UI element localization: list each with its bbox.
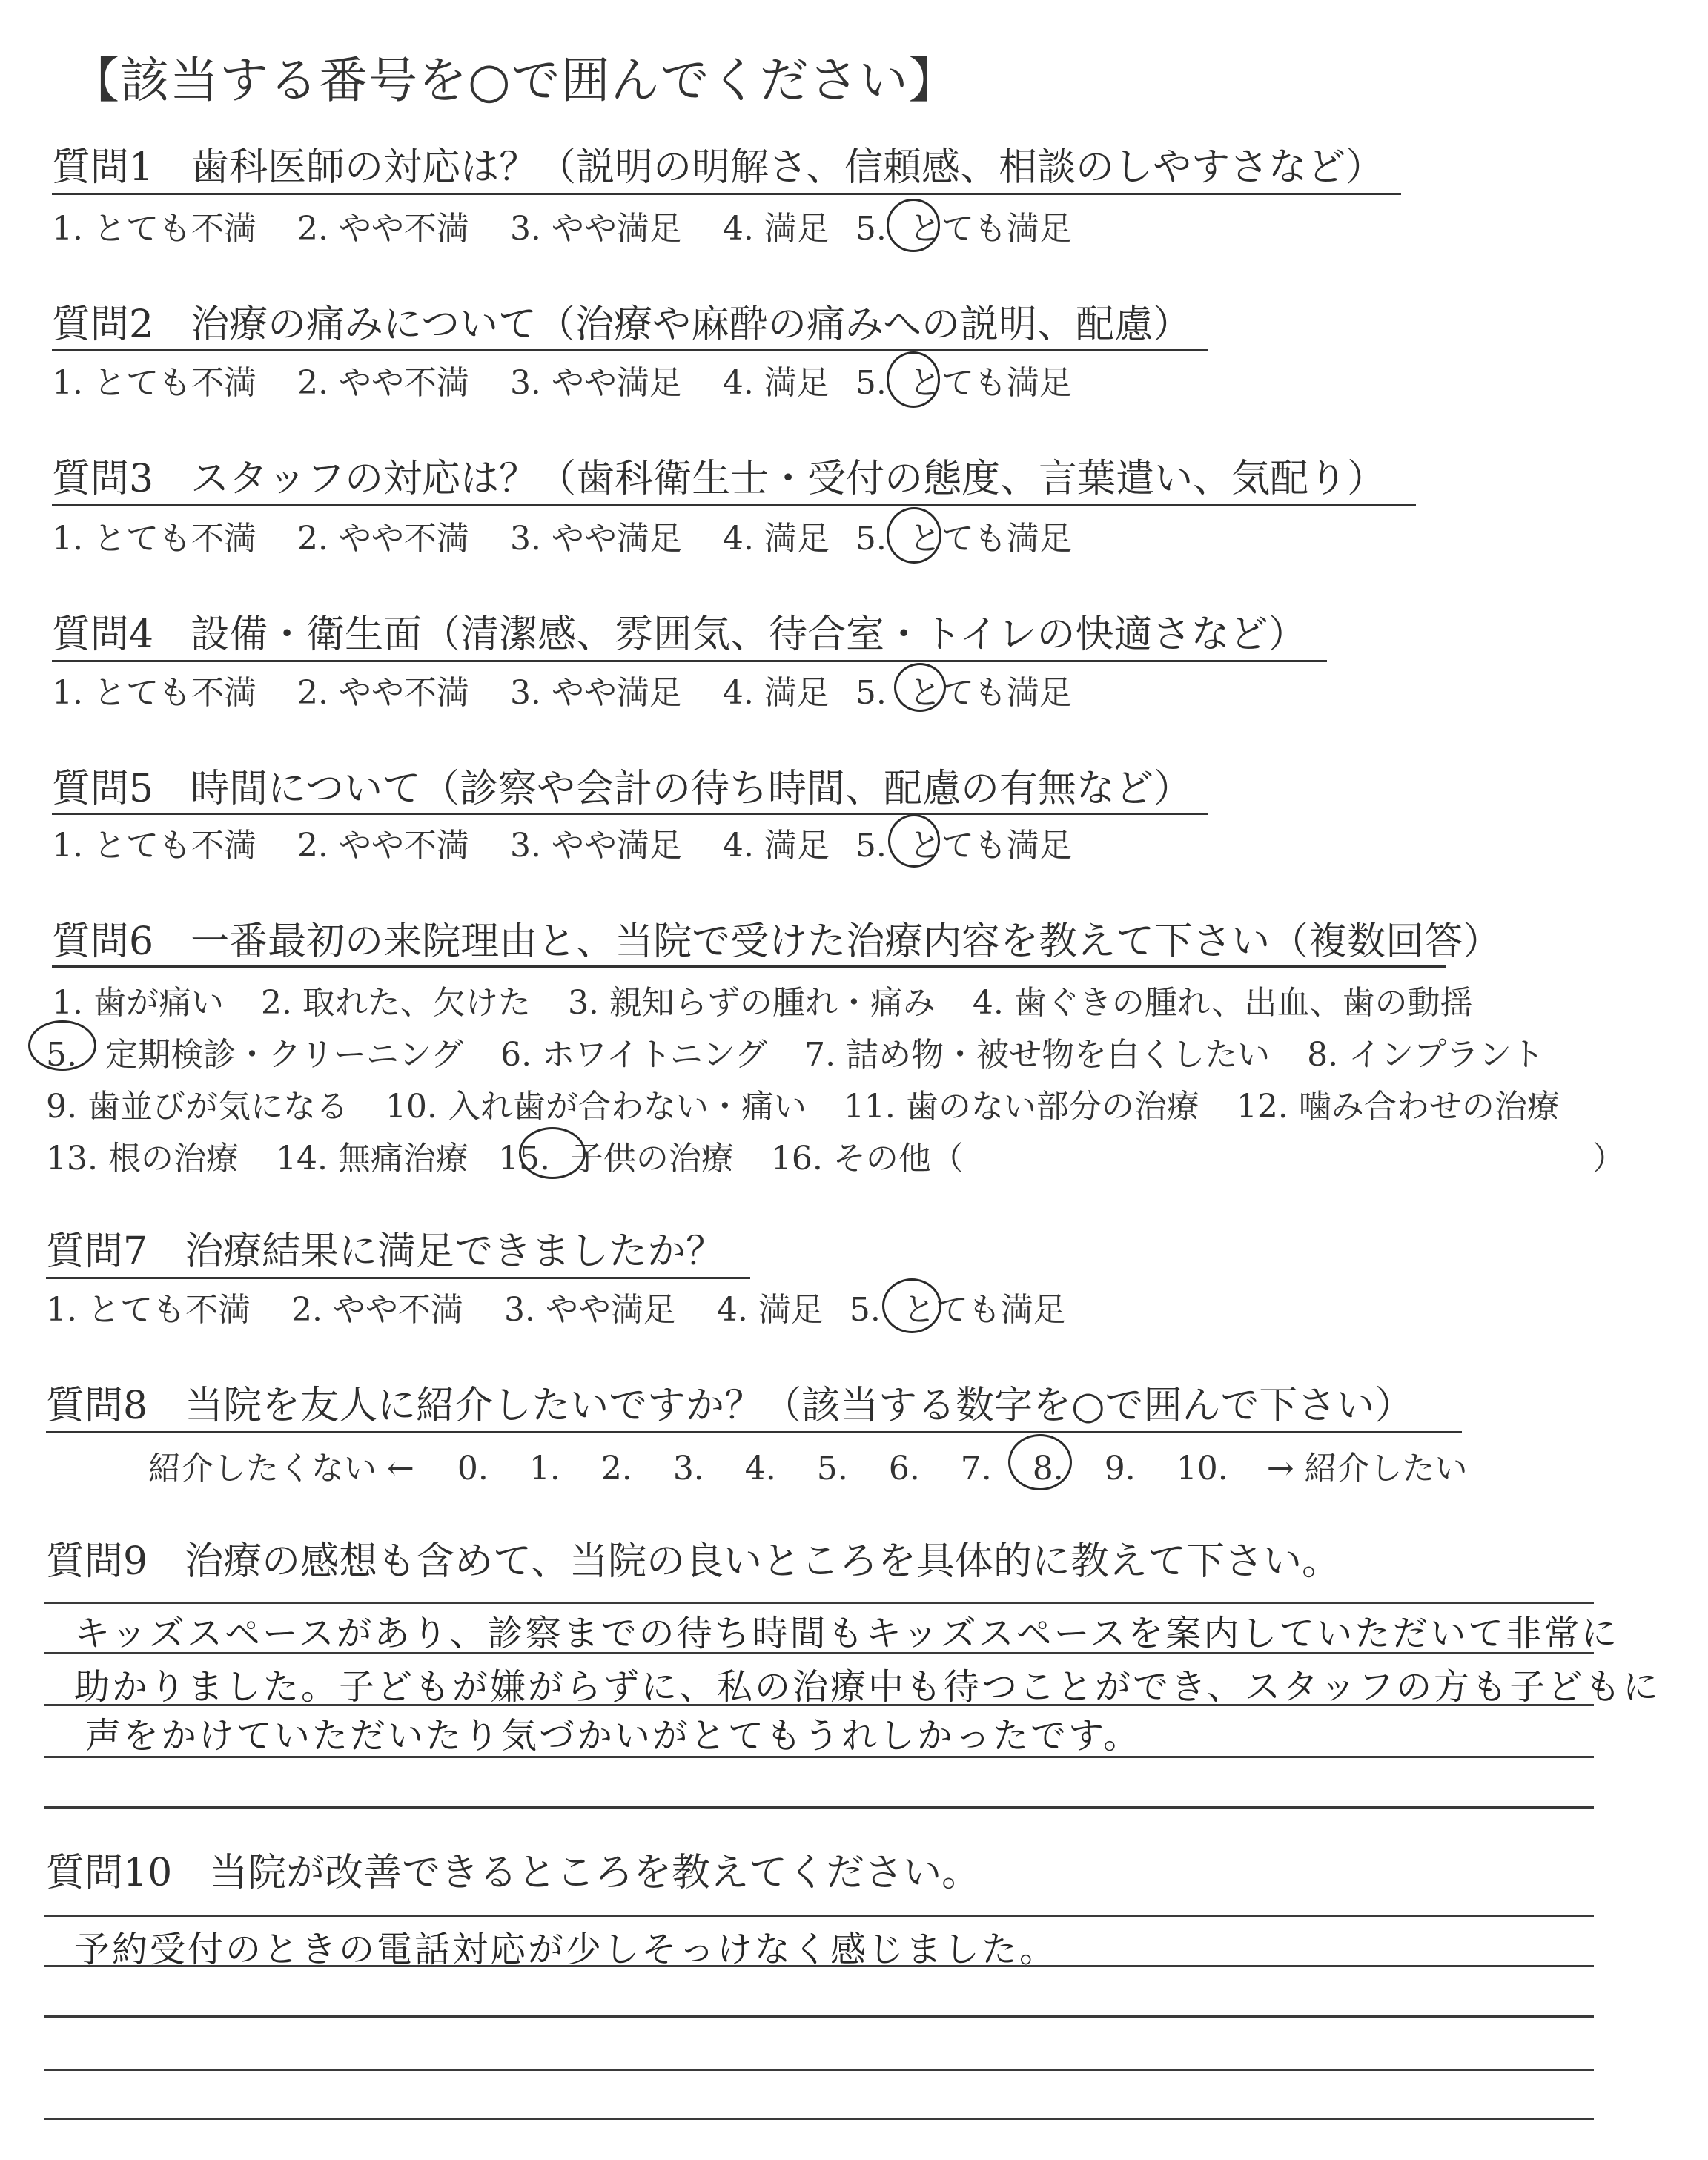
question-4-label: 質問4	[52, 612, 154, 657]
q6-row-4	[46, 1132, 964, 1179]
q5-option-3[interactable]: 3. やや満足	[509, 827, 682, 865]
q6-option-2[interactable]: 2. 取れた、欠けた	[260, 984, 531, 1022]
q8-number-3[interactable]: 3.	[672, 1450, 704, 1487]
q6-row-1	[52, 976, 1473, 1023]
question-5-text: 時間について（診察や会計の待ち時間、配慮の有無など）	[191, 767, 1193, 811]
question-2	[52, 303, 1191, 347]
q1-option-4[interactable]: 4. 満足	[722, 210, 830, 248]
question-8-text: 当院を友人に紹介したいですか？（該当する数字を○で囲んで下さい）	[185, 1384, 1414, 1428]
form-title: 【該当する番号を○で囲んでください】	[70, 52, 959, 109]
q8-number-5[interactable]: 5.	[816, 1450, 848, 1487]
question-8	[46, 1384, 1413, 1428]
q9-answer-text-3[interactable]: 声をかけていただいたり気づかいがとてもうれしかったです。	[85, 1715, 1142, 1757]
q6-option-7[interactable]: 7. 詰め物・被せ物を白くしたい	[804, 1036, 1271, 1074]
q6-option-5-label[interactable]: 定期検診・クリーニング	[105, 1036, 464, 1074]
question-7-text: 治療結果に満足できましたか？	[185, 1229, 725, 1274]
q6-option-13[interactable]: 13. 根の治療	[46, 1140, 239, 1178]
question-6-underline	[52, 965, 1446, 968]
q6-option-1[interactable]: 1. 歯が痛い	[52, 984, 224, 1022]
q3-selection-circle	[887, 507, 941, 564]
q6-option-16[interactable]: 16. その他（	[770, 1140, 964, 1178]
question-7	[46, 1229, 724, 1274]
q6-option-3[interactable]: 3. 親知らずの腫れ・痛み	[567, 984, 936, 1022]
q5-selection-circle	[888, 814, 940, 868]
q9-answer-line-5	[44, 1806, 1594, 1809]
question-5	[52, 767, 1192, 811]
q3-option-4[interactable]: 4. 満足	[722, 520, 830, 558]
q8-number-0[interactable]: 0.	[457, 1450, 489, 1487]
q8-number-8-selected[interactable]: 8.	[1032, 1450, 1064, 1487]
q8-left-label: 紹介したくない ←	[148, 1450, 414, 1487]
q1-option-3[interactable]: 3. やや満足	[509, 210, 682, 248]
question-3-underline	[52, 504, 1416, 506]
question-2-label: 質問2	[52, 303, 154, 347]
q9-answer-text-1[interactable]: キッズスペースがあり、診察までの待ち時間もキッズスペースを案内していただいて非常に	[74, 1613, 1620, 1654]
question-1-underline	[52, 193, 1401, 195]
question-3	[52, 457, 1386, 501]
q4-option-1[interactable]: 1. とても不満	[52, 674, 256, 712]
q2-option-5-label[interactable]: とても満足	[908, 364, 1072, 402]
question-4-underline	[52, 660, 1327, 662]
q6-selection-circle-15	[519, 1127, 586, 1179]
question-3-label: 質問3	[52, 457, 154, 501]
q7-option-1[interactable]: 1. とても不満	[46, 1291, 251, 1329]
q3-option-5-selected[interactable]: 5.	[855, 520, 887, 558]
q8-number-10[interactable]: 10.	[1176, 1450, 1228, 1487]
q1-option-5-label[interactable]: とても満足	[908, 210, 1072, 248]
q8-number-7[interactable]: 7.	[960, 1450, 992, 1487]
question-6	[52, 919, 1501, 964]
question-2-underline	[52, 349, 1208, 351]
q5-option-1[interactable]: 1. とても不満	[52, 827, 256, 865]
q2-option-1[interactable]: 1. とても不満	[52, 364, 256, 402]
q2-option-3[interactable]: 3. やや満足	[509, 364, 682, 402]
q8-number-1[interactable]: 1.	[529, 1450, 560, 1487]
q6-option-15-selected[interactable]: 15.	[497, 1140, 550, 1178]
q7-option-5-label[interactable]: とても満足	[902, 1291, 1066, 1329]
q5-option-5-label[interactable]: とても満足	[908, 827, 1072, 865]
q7-option-3[interactable]: 3. やや満足	[503, 1291, 676, 1329]
question-1-text: 歯科医師の対応は？（説明の明解さ、信頼感、相談のしやすさなど）	[191, 145, 1385, 190]
q8-right-label: → 紹介したい	[1266, 1450, 1468, 1487]
q3-option-3[interactable]: 3. やや満足	[509, 520, 682, 558]
q2-selection-circle	[887, 351, 940, 408]
question-6-text: 一番最初の来院理由と、当院で受けた治療内容を教えて下さい（複数回答）	[191, 919, 1502, 964]
q6-selection-circle-5	[28, 1020, 96, 1071]
q8-number-6[interactable]: 6.	[888, 1450, 920, 1487]
q6-option-16-close: ）	[1592, 1140, 1625, 1178]
q6-option-6[interactable]: 6. ホワイトニング	[500, 1036, 768, 1074]
question-10-label: 質問10	[46, 1851, 173, 1895]
q4-option-3[interactable]: 3. やや満足	[509, 674, 682, 712]
question-1-label: 質問1	[52, 145, 154, 190]
q1-option-1[interactable]: 1. とても不満	[52, 210, 256, 248]
q4-option-2[interactable]: 2. やや不満	[297, 674, 469, 712]
q6-option-15-label[interactable]: 子供の治療	[570, 1140, 734, 1178]
question-9-text: 治療の感想も含めて、当院の良いところを具体的に教えて下さい。	[185, 1539, 1341, 1584]
question-8-label: 質問8	[46, 1384, 148, 1428]
q8-number-2[interactable]: 2.	[600, 1450, 632, 1487]
q4-option-4[interactable]: 4. 満足	[722, 674, 830, 712]
q5-option-2[interactable]: 2. やや不満	[297, 827, 469, 865]
q9-answer-text-2[interactable]: 助かりました。子どもが嫌がらずに、私の治療中も待つことができ、スタッフの方も子どもに	[74, 1666, 1661, 1708]
q2-option-4[interactable]: 4. 満足	[722, 364, 830, 402]
question-5-underline	[52, 813, 1208, 815]
question-7-label: 質問7	[46, 1229, 148, 1274]
q7-option-2[interactable]: 2. やや不満	[291, 1291, 463, 1329]
q5-option-4[interactable]: 4. 満足	[722, 827, 830, 865]
question-1	[52, 145, 1384, 190]
q3-option-2[interactable]: 2. やや不満	[297, 520, 469, 558]
question-2-text: 治療の痛みについて（治療や麻酔の痛みへの説明、配慮）	[191, 303, 1192, 347]
q6-option-9[interactable]: 9. 歯並びが気になる	[46, 1088, 348, 1126]
q10-answer-line-3	[44, 2015, 1594, 2018]
q3-option-5-label[interactable]: とても満足	[908, 520, 1072, 558]
q1-option-2[interactable]: 2. やや不満	[297, 210, 469, 248]
q9-answer-line-1	[44, 1602, 1594, 1604]
q7-selection-circle	[882, 1278, 941, 1333]
q2-option-5-selected[interactable]: 5.	[855, 364, 887, 402]
q6-option-4[interactable]: 4. 歯ぐきの腫れ、出血、歯の動揺	[972, 984, 1473, 1022]
q10-answer-line-5	[44, 2118, 1594, 2120]
q6-option-14[interactable]: 14. 無痛治療	[275, 1140, 469, 1178]
q6-option-10[interactable]: 10. 入れ歯が合わない・痛い	[385, 1088, 807, 1126]
question-5-label: 質問5	[52, 767, 154, 811]
q10-answer-line-4	[44, 2069, 1594, 2071]
question-4-text: 設備・衛生面（清潔感、雰囲気、待合室・トイレの快適さなど）	[191, 612, 1307, 657]
question-8-underline	[46, 1431, 1462, 1433]
q6-row-2	[46, 1028, 1544, 1075]
q1-option-5-selected[interactable]: 5.	[855, 210, 887, 248]
q6-option-12[interactable]: 12. 噛み合わせの治療	[1236, 1088, 1560, 1126]
q4-option-5-label[interactable]: とても満足	[908, 674, 1072, 712]
q6-option-5-selected[interactable]: 5.	[46, 1036, 77, 1074]
q6-row-3	[46, 1080, 1560, 1127]
q8-selection-circle	[1008, 1434, 1072, 1490]
question-10-text: 当院が改善できるところを教えてください。	[209, 1851, 981, 1895]
q5-option-5-selected[interactable]: 5.	[855, 827, 887, 865]
question-6-label: 質問6	[52, 919, 154, 964]
question-4	[52, 612, 1307, 657]
question-7-underline	[46, 1277, 750, 1279]
q4-selection-circle	[894, 663, 946, 712]
q10-answer-text-1[interactable]: 予約受付のときの電話対応が少しそっけなく感じました。	[74, 1929, 1058, 1970]
q7-option-4[interactable]: 4. 満足	[716, 1291, 824, 1329]
q7-option-5-selected[interactable]: 5.	[849, 1291, 881, 1329]
q4-option-5-selected[interactable]: 5.	[855, 674, 887, 712]
q6-option-8[interactable]: 8. インプラント	[1307, 1036, 1545, 1074]
q8-number-9[interactable]: 9.	[1104, 1450, 1136, 1487]
question-9-label: 質問9	[46, 1539, 148, 1584]
q1-selection-circle	[887, 199, 940, 252]
question-3-text: スタッフの対応は？（歯科衛生士・受付の態度、言葉遣い、気配り）	[191, 457, 1386, 501]
q8-scale	[148, 1441, 1468, 1489]
q3-option-1[interactable]: 1. とても不満	[52, 520, 256, 558]
q8-number-4[interactable]: 4.	[744, 1450, 776, 1487]
question-9	[46, 1539, 1340, 1584]
q6-option-11[interactable]: 11. 歯のない部分の治療	[843, 1088, 1199, 1126]
q10-answer-line-1	[44, 1915, 1594, 1917]
question-10	[46, 1851, 980, 1895]
q2-option-2[interactable]: 2. やや不満	[297, 364, 469, 402]
